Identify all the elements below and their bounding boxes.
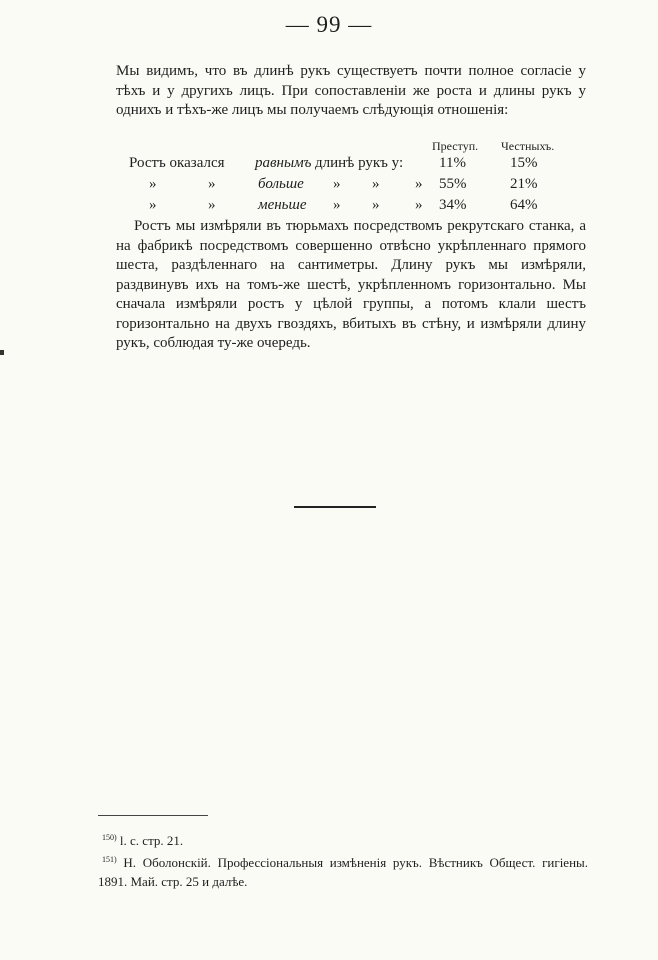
footnotes [98,828,588,891]
header-criminals: Преступ. [432,139,479,153]
table-row-greater [116,174,586,195]
ditto-mark: » [415,176,423,192]
ditto-mark: » [208,176,216,192]
scan-speck [0,350,4,355]
value-honest: 21% [510,176,538,192]
ditto-mark: » [149,197,157,213]
ratio-table [116,133,586,216]
page-number: — 99 — [285,12,373,37]
ditto-mark: » [372,176,380,192]
header-honest: Честныхъ. [501,139,555,153]
footnote-151 [98,850,588,891]
paragraph-2: Ростъ мы измѣряли въ тюрьмахъ посредствомъ рекрутскаго станка, а на фабрикѣ посредствомъ совершенно отвѣсно укрѣпленнаго прямого шеста, раздѣленнаго на сантиметры. Длину рукъ мы измѣряли, раздвинувъ ихъ на томъ-же шестѣ, укрѣпленномъ горизонтально. Мы сначала измѣряли ростъ у цѣлой группы, а потомъ клали шестъ горизонтально на двухъ гвоздяхъ, вбитыхъ въ стѣну, и измѣряли длину рукъ, соблюдая ту-же очередь. [116,218,586,351]
ditto-mark: » [333,197,341,213]
footnote-150 [98,828,588,850]
footnote-rule [98,815,208,816]
footnote-text: Н. Оболонскій. Профессіональныя измѣненія рукъ. Вѣстникъ Общест. гигіены. 1891. Май. стр. 25 и далѣе. [98,855,589,889]
ditto-mark: » [149,176,157,192]
ditto-mark: » [415,197,423,213]
footnote-text: l. c. стр. 21. [119,833,184,848]
value-honest: 15% [510,155,538,171]
value-criminals: 55% [439,176,467,192]
value-criminals: 34% [439,197,467,213]
row-comparison: больше [258,176,304,192]
ditto-mark: » [208,197,216,213]
table-row-equal [116,153,586,174]
footnote-mark: 150) [102,833,117,842]
row-label-start: Ростъ оказался [129,155,225,171]
row-label-end: длинѣ рукъ у: [315,155,404,171]
value-honest: 64% [510,197,538,213]
section-divider [294,506,376,508]
table-row-less [116,195,586,216]
row-comparison: меньше [258,197,307,213]
paragraph-1: Мы видимъ, что въ длинѣ рукъ существуетъ почти полное согласіе у тѣхъ и у другихъ лицъ. При сопоставленіи же роста и длины рукъ у однихъ и тѣхъ-же лицъ мы получаемъ слѣдующія отношенія: [116,63,586,118]
value-criminals: 11% [439,155,466,171]
footnote-mark: 151) [102,855,117,864]
table-header [116,133,586,153]
ditto-mark: » [333,176,341,192]
ditto-mark: » [372,197,380,213]
row-comparison: равнымъ [255,155,312,171]
